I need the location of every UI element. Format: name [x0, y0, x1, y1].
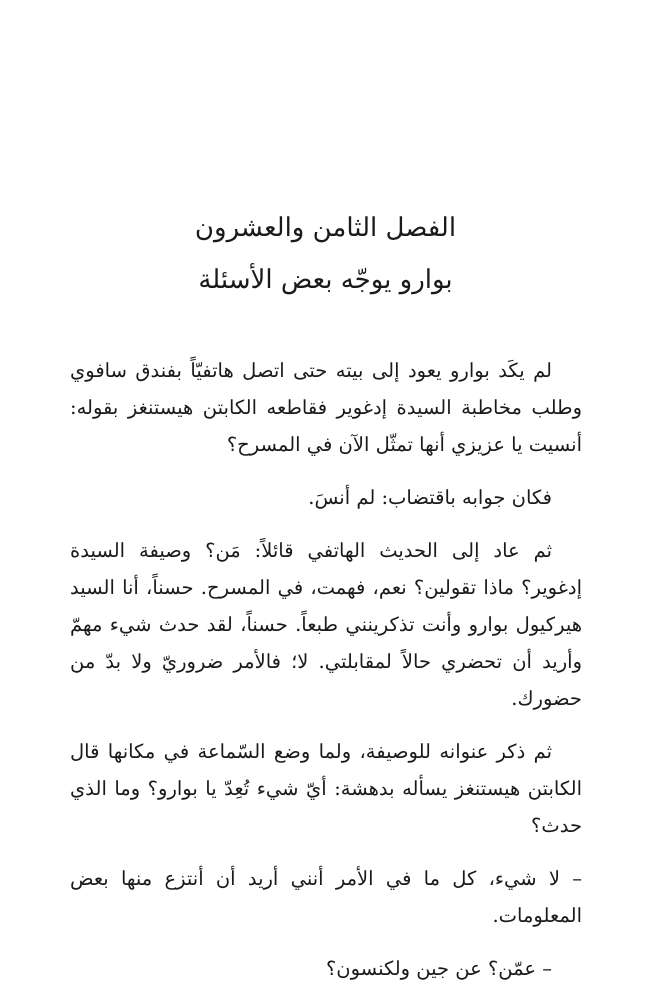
paragraph: ثم ذكر عنوانه للوصيفة، ولما وضع السّماعة في مكانها قال الكابتن هيستنغز يسأله بدهشة: أيّ شيء تُعِدّ يا بوارو؟ وما الذي حدث؟ [70, 740, 582, 837]
chapter-subtitle: بوارو يوجّه بعض الأسئلة [198, 265, 453, 295]
paragraph: لم يكَد بوارو يعود إلى بيته حتى اتصل هاتفيّاً بفندق سافوي وطلب مخاطبة السيدة إدغوير فقاطعه الكابتن هيستنغز بقوله: أنسيت يا عزيزي أنها تمثّل الآن في المسرح؟ [70, 359, 582, 456]
chapter-header [0, 205, 651, 303]
paragraph: فكان جوابه باقتضاب: لم أنسَ. [308, 486, 552, 509]
chapter-body [70, 352, 582, 1003]
dialogue-line: – عمّن؟ عن جين ولكنسون؟ [325, 957, 552, 980]
dialogue-line: – لا شيء، كل ما في الأمر أنني أريد أن أنتزع منها بعض المعلومات. [70, 867, 582, 927]
chapter-number-title: الفصل الثامن والعشرون [194, 213, 457, 243]
paragraph: ثم عاد إلى الحديث الهاتفي قائلاً: مَن؟ وصيفة السيدة إدغوير؟ ماذا تقولين؟ نعم، فهمت، في المسرح. حسناً، أنا السيد هيركيول بوارو وأنت تذكرينني طبعاً. حسناً، لقد حدث شيء مهمّ وأريد أن تحضري حالاً لمقابلتي. لا؛ فالأمر ضروريّ ولا بدّ من حضورك. [70, 539, 582, 710]
